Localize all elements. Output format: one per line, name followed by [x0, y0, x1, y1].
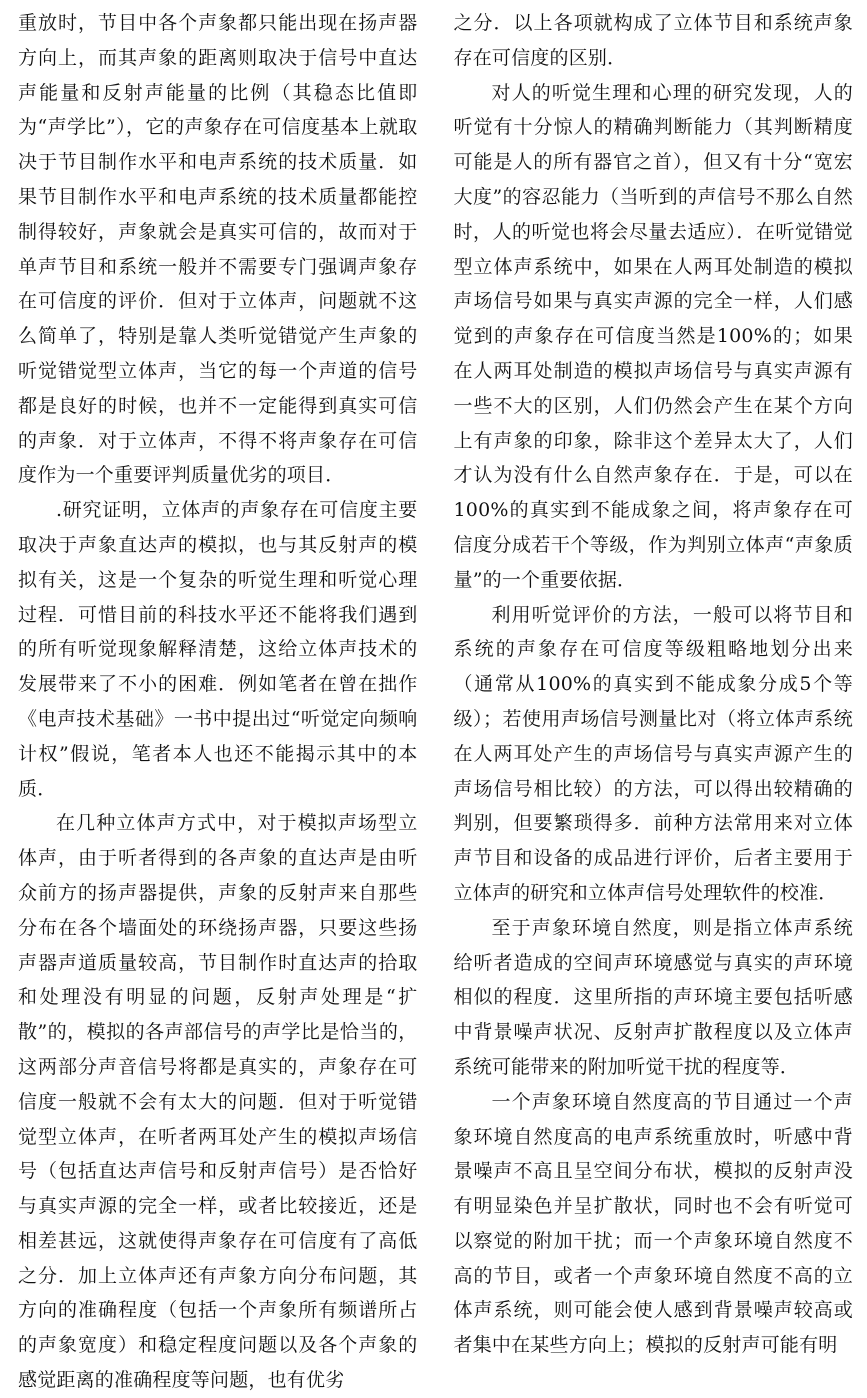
- paragraph: 至于声象环境自然度，则是指立体声系统给听者造成的空间声环境感觉与真实的声环境相似的程度．这里所指的声环境主要包括听感中背景噪声状况、反射声扩散程度以及立体声系统可能带来的附加听觉干扰的程度等．: [453, 916, 853, 1078]
- paragraph: 在几种立体声方式中，对于模拟声场型立体声，由于听者得到的各声象的直达声是由听众前方的扬声器提供，声象的反射声来自那些分布在各个墙面处的环绕扬声器，只要这些扬声器声道质量较高，节目制作时直达声的拾取和处理没有明显的问题，反射声处理是“扩散”的，模拟的各声部信号的声学比是恰当的，这两部分声音信号将都是真实的，声象存在可信度一般就不会有太大的问题．但对于听觉错觉型立体声，在听者两耳处产生的模拟声场信号（包括直达声信号和反射声信号）是否恰好与真实声源的完全一样，或者比较接近，还是相差甚远，这就使得声象存在可信度有了高低之分．加上立体声还有声象方向分布问题，其方向的准确程度（包括一个声象所有频谱所占的声象宽度）和稳定程度问题以及各个声象的感觉距离的准确程度等问题，也有优劣: [18, 812, 418, 1392]
- paragraph: 对人的听觉生理和心理的研究发现，人的听觉有十分惊人的精确判断能力（其判断精度可能是人的所有器官之首），但又有十分“宽宏大度”的容忍能力（当听到的声信号不那么自然时，人的听觉也将会尽量去适应）．在听觉错觉型立体声系统中，如果在人两耳处制造的模拟声场信号如果与真实声源的完全一样，人们感觉到的声象存在可信度当然是100%的；如果在人两耳处制造的模拟声场信号与真实声源有一些不大的区别，人们仍然会产生在某个方向上有声象的印象，除非这个差异太大了，人们才认为没有什么自然声象存在．于是，可以在100%的真实到不能成象之间，将声象存在可信度分成若干个等级，作为判别立体声“声象质量”的一个重要依据．: [453, 81, 853, 591]
- paragraph: .研究证明，立体声的声象存在可信度主要取决于声象直达声的模拟，也与其反射声的模拟有关，这是一个复杂的听觉生理和听觉心理过程．可惜目前的科技水平还不能将我们遇到的所有听觉现象解释清楚，这给立体声技术的发展带来了不小的困难．例如笔者在曾在拙作《电声技术基础》一书中提出过“听觉定向频响计权”假说，笔者本人也还不能揭示其中的本质．: [18, 499, 418, 800]
- paragraph: 重放时，节目中各个声象都只能出现在扬声器方向上，而其声象的距离则取决于信号中直达声能量和反射声能量的比例（其稳态比值即为“声学比”），它的声象存在可信度基本上就取决于节目制作水平和电声系统的技术质量．如果节目制作水平和电声系统的技术质量都能控制得较好，声象就会是真实可信的，故而对于单声节目和系统一般并不需要专门强调声象存在可信度的评价．但对于立体声，问题就不这么简单了，特别是靠人类听觉错觉产生声象的听觉错觉型立体声，当它的每一个声道的信号都是良好的时候，也并不一定能得到真实可信的声象．对于立体声，不得不将声象存在可信度作为一个重要评判质量优劣的项目．: [18, 12, 418, 487]
- right-column: [453, 6, 854, 1357]
- paragraph: 利用听觉评价的方法，一般可以将节目和系统的声象存在可信度等级粗略地划分出来（通常从100%的真实到不能成象分成5个等级）；若使用声场信号测量比对（将立体声系统在人两耳处产生的声场信号与真实声源产生的声场信号相比较）的方法，可以得出较精确的判别，但要繁琐得多．前种方法常用来对立体声节目和设备的成品进行评价，后者主要用于立体声的研究和立体声信号处理软件的校准．: [453, 603, 853, 904]
- left-column: [18, 6, 418, 1392]
- paragraph: 之分．以上各项就构成了立体节目和系统声象存在可信度的区别．: [453, 12, 853, 69]
- paragraph: 一个声象环境自然度高的节目通过一个声象环境自然度高的电声系统重放时，听感中背景噪声不高且呈空间分布状，模拟的反射声没有明显染色并呈扩散状，同时也不会有听觉可以察觉的附加干扰；而一个声象环境自然度不高的节目，或者一个声象环境自然度不高的立体声系统，则可能会使人感到背景噪声较高或者集中在某些方向上；模拟的反射声可能有明: [453, 1090, 853, 1357]
